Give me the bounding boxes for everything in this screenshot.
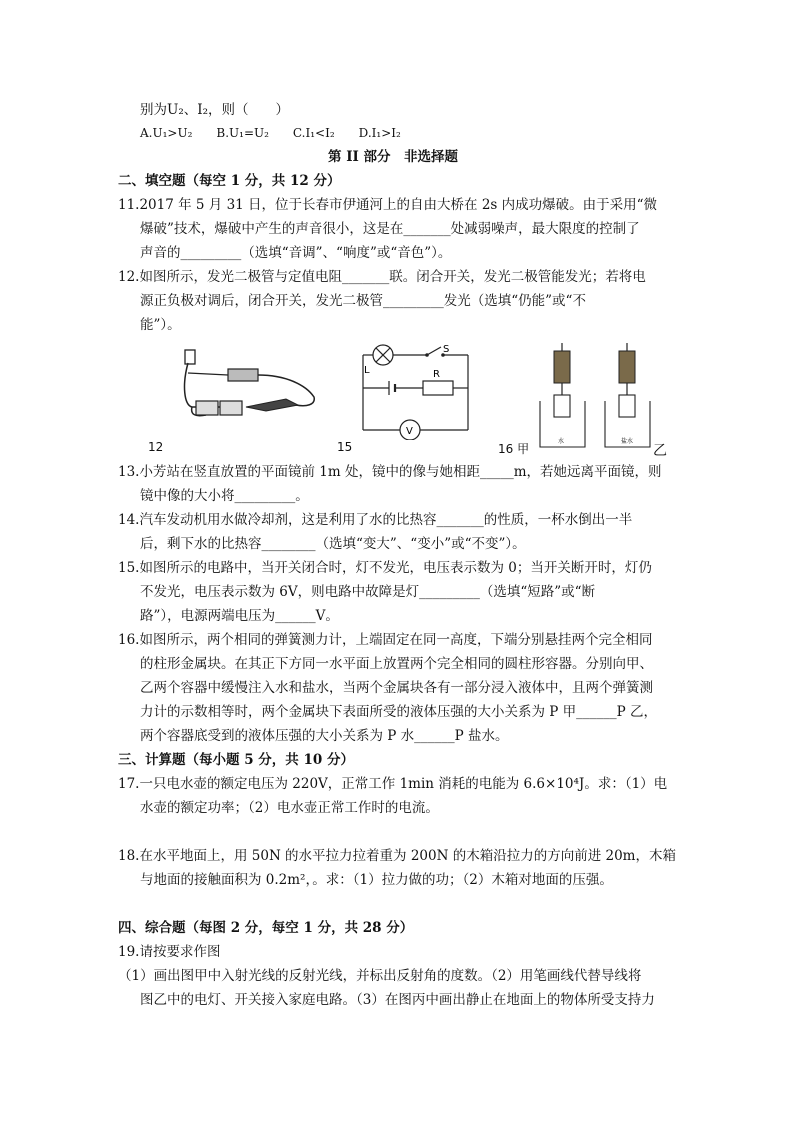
- q18-line2: 与地面的接触面积为 0.2m²，。求：（1）拉力做的功；（2）木箱对地面的压强。: [140, 872, 613, 888]
- figure-12-led-circuit: [176, 345, 326, 425]
- label-L: L: [364, 365, 370, 376]
- figure-16-yi-label: 乙: [653, 443, 667, 459]
- q12-line3: 能”）。: [140, 317, 181, 333]
- metal-block-jia: [554, 395, 570, 417]
- q19-line3: 图乙中的电灯、开关接入家庭电路。（3）在图丙中画出静止在地面上的物体所受支持力: [140, 992, 655, 1008]
- figure-15-circuit: [355, 340, 490, 440]
- q18-line1: 18.在水平地面上，用 50N 的水平拉力拉着重为 200N 的木箱沿拉力的方向前进 20m，木箱: [118, 848, 676, 864]
- q10-tail-line: 别为U₂、I₂，则（ ）: [140, 102, 290, 118]
- part2-title: 第 II 部分 非选择题: [328, 149, 459, 165]
- q17-line2: 水壶的额定功率；（2）电水壶正常工作时的电流。: [140, 800, 439, 816]
- switch-icon: [246, 399, 298, 411]
- q15-line1: 15.如图所示的电路中，当开关闭合时，灯不发光，电压表示数为 0；当开关断开时，灯仍: [118, 560, 652, 576]
- spring-scale-yi: [619, 351, 635, 383]
- q15-line3: 路”），电源两端电压为______V。: [140, 608, 339, 624]
- q16-line5: 两个容器底受到的液体压强的大小关系为 P 水______P 盐水。: [140, 728, 509, 744]
- label-salt: 盐水: [621, 438, 634, 445]
- q12-line1: 12.如图所示，发光二极管与定值电阻_______联。闭合开关，发光二极管能发光；若将电: [118, 269, 646, 285]
- q19-line2: （1）画出图甲中入射光线的反射光线，并标出反射角的度数。（2）用笔画线代替导线将: [118, 968, 642, 984]
- q14-line2: 后，剩下水的比热容________（选填“变大”、“变小”或“不变”）。: [140, 536, 526, 552]
- label-R: R: [433, 369, 440, 380]
- q13-line2: 镜中像的大小将_________。: [140, 488, 309, 504]
- q10-options: A.U₁>U₂ B.U₁=U₂ C.I₁<I₂ D.I₁>I₂: [140, 126, 401, 140]
- q16-line3: 乙两个容器中缓慢注入水和盐水，当两个金属块各有一部分浸入液体中，且两个弹簧测: [140, 680, 653, 696]
- label-water: 水: [558, 438, 565, 445]
- q11-line2: 爆破”技术，爆破中产生的声音很小，这是在_______处减弱噪声，最大限度的控制了: [140, 221, 640, 237]
- q16-line4: 力计的示数相等时，两个金属块下表面所受的液体压强的大小关系为 P 甲______P 乙，: [140, 704, 658, 720]
- spring-scale-jia: [554, 351, 570, 383]
- q11-line3: 声音的_________（选填“音调”、“响度”或“音色”）。: [140, 245, 452, 261]
- section2-title: 二、填空题（每空 1 分，共 12 分）: [118, 173, 341, 189]
- q12-line2: 源正负极对调后，闭合开关，发光二极管_________发光（选填“仍能”或“不: [140, 293, 586, 309]
- section3-title: 三、计算题（每小题 5 分，共 10 分）: [118, 752, 354, 768]
- q15-line2: 不发光，电压表示数为 6V，则电路中故障是灯_________（选填“短路”或“断: [140, 584, 596, 600]
- metal-block-yi: [619, 395, 635, 417]
- q16-line1: 16.如图所示，两个相同的弹簧测力计，上端固定在同一高度，下端分别悬挂两个完全相同: [118, 632, 653, 648]
- q13-line1: 13.小芳站在竖直放置的平面镜前 1m 处，镜中的像与她相距_____m，若她远离平面镜，则: [118, 464, 662, 480]
- figure-15-label: 15: [337, 440, 353, 454]
- label-V: V: [406, 426, 413, 437]
- led-icon: [185, 350, 195, 364]
- q14-line1: 14.汽车发动机用水做冷却剂，这是利用了水的比热容_______的性质，一杯水倒出一半: [118, 512, 633, 528]
- q11-line1: 11.2017 年 5 月 31 日，位于长春市伊通河上的自由大桥在 2s 内成功爆破。由于采用“微: [118, 197, 658, 213]
- resistor-icon: [423, 381, 453, 395]
- battery-icon: [220, 401, 242, 415]
- label-S: S: [443, 344, 450, 355]
- figure-16-spring-scales: [530, 343, 665, 455]
- resistor-icon: [228, 369, 258, 381]
- battery-icon: [196, 401, 218, 415]
- section4-title: 四、综合题（每图 2 分，每空 1 分，共 28 分）: [118, 920, 414, 936]
- q17-line1: 17.一只电水壶的额定电压为 220V，正常工作 1min 消耗的电能为 6.6×10⁴J。求：（1）电: [118, 776, 668, 792]
- figure-16-label: 16 甲: [498, 442, 530, 456]
- switch-icon: [427, 347, 441, 355]
- figure-12-label: 12: [148, 440, 164, 454]
- q19-line1: 19.请按要求作图: [118, 944, 221, 960]
- q16-line2: 的柱形金属块。在其正下方同一水平面上放置两个完全相同的圆柱形容器。分别向甲、: [140, 656, 653, 672]
